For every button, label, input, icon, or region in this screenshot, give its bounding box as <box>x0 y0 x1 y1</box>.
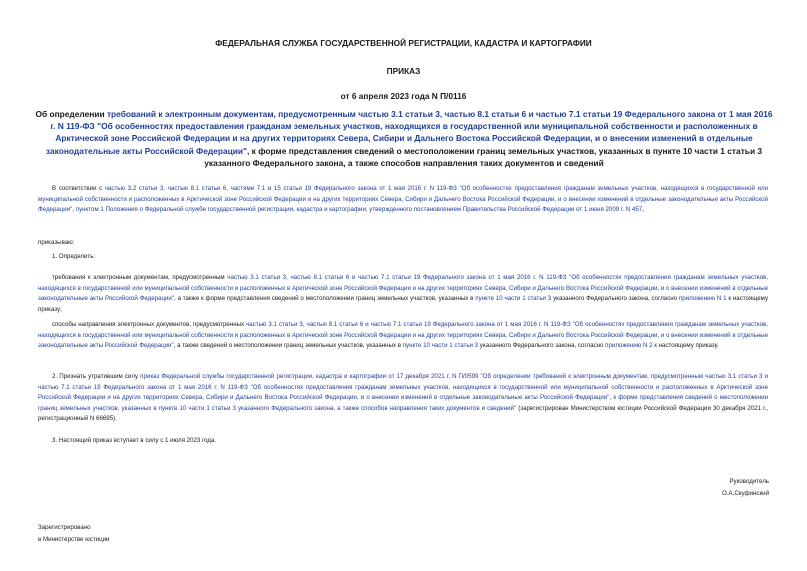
p4-point-link[interactable]: пункте 10 части 1 статьи 3 <box>475 295 552 303</box>
item-1-methods-paragraph <box>38 320 768 352</box>
p4-text-3: указанного Федерального закона, согласно <box>551 295 679 303</box>
signer-name: О.А.Скуфинский <box>722 489 769 497</box>
p6-text-2: (зарегистрирован Министерством юстиции Российской Федерации 30 декабря 2021 г., регистрационный N 66695). <box>38 404 768 423</box>
registration-line-2: в Министерстве юстиции <box>38 535 110 543</box>
preamble-text-2: , <box>72 206 76 214</box>
p6-text-1: 2. Признать утратившим силу <box>52 373 141 380</box>
signer-position: Руководитель <box>729 478 769 485</box>
repealed-order-link[interactable]: приказ Федеральной службы государственной регистрации, кадастра и картографии от 17 декабря 2021 г. N П/0599 "Об определении требований к электронным документам, предусмотренным частью 3.1 статьи 3 и частью 7.1 статьи 19 Федерального закона от 1 мая 2016 г. N 119-ФЗ "Об особенностях предоставления гражданам земельных участков, находящихся в государственной или муниципальной собственности и расположенных в Арктической зоне Российской Федерации и на других территориях Севера, Сибири и Дальнего Востока Российской Федерации, и о внесении изменений в отдельные законодательные акты Российской Федерации", к форме представления сведений о местоположении границ земельных участков, указанных в пункте 10 части 1 статьи 3 указанного Федерального закона, а также способов направления таких документов и сведений" <box>38 373 768 412</box>
agency-heading: ФЕДЕРАЛЬНАЯ СЛУЖБА ГОСУДАРСТВЕННОЙ РЕГИСТРАЦИИ, КАДАСТРА И КАРТОГРАФИИ <box>215 38 592 48</box>
appendix-2-link[interactable]: приложению N 2 <box>605 342 653 350</box>
preamble-text-1: В соответствии с <box>52 185 105 192</box>
p4-text-2: , а также к форме представления сведений о местоположении границ земельных участков, указанных в <box>174 295 476 303</box>
preamble-regulation-link[interactable]: пунктом 1 Положения о Федеральной службе государственной регистрации, кадастра и картографии, утвержденного постановлением Правительства Российской Федерации от 1 июня 2009 г. N 457 <box>75 206 643 214</box>
title-prefix: Об определении <box>35 109 107 119</box>
item-1-heading: 1. Определить: <box>52 253 96 260</box>
p4-text-4: к настоящему приказу; <box>38 295 769 313</box>
title-law-link[interactable]: требований к электронным документам, предусмотренным частью 3.1 статьи 3, частью 8.1 статьи 6 и частью 7.1 статьи 19 Федерального закона от 1 мая 2016 г. N 119-ФЗ "Об особенностях предоставления гражданам земельных участков, находящихся в государственной или муниципальной собственности и расположенных в Арктической зоне Российской Федерации и на других территориях Севера, Сибири и Дальнего Востока Российской Федерации, и о внесении изменений в отдельные законодательные акты Российской Федерации" <box>45 109 773 156</box>
preamble-text-3: , <box>642 206 644 214</box>
appendix-1-link[interactable]: приложению N 1 <box>678 295 727 303</box>
title-suffix: , к форме представления сведений о местоположении границ земельных участков, указанных в пункте 10 части 1 статьи 3 указанного Федерального закона, а также способов направления таких документов и сведений <box>204 145 763 168</box>
p5-text-1: способы направления электронных документов, предусмотренных <box>52 321 247 328</box>
p5-text-4: к настоящему приказу. <box>652 342 719 350</box>
item-2-paragraph <box>38 372 768 425</box>
preamble-paragraph <box>38 184 768 216</box>
item-3-paragraph: 3. Настоящий приказ вступает в силу с 1 июля 2023 года. <box>52 437 217 444</box>
signature-block <box>722 476 769 499</box>
p5-point-link[interactable]: пункте 10 части 1 статьи 3 <box>402 342 479 350</box>
p5-text-2: , а также сведений о местоположении границ земельных участков, указанных в <box>173 342 403 350</box>
document-date-number: от 6 апреля 2023 года N П/0116 <box>340 91 467 101</box>
p4-law-link[interactable]: частью 3.1 статьи 3, частью 8.1 статьи 6 и частью 7.1 статьи 19 Федерального закона от 1 мая 2016 г. N 119-ФЗ "Об особенностях предоставления гражданам земельных участков, находящихся в государственной или муниципальной собственности и расположенных в Арктической зоне Российской Федерации и на других территориях Севера, Сибири и Дальнего Востока Российской Федерации, и о внесении изменений в отдельные законодательные акты Российской Федерации" <box>38 274 768 303</box>
registration-note <box>38 522 109 545</box>
preamble-law-link[interactable]: частью 3.2 статьи 3, частью 8.1 статьи 6, частями 7.1 и 15 статьи 19 Федерального закона от 1 мая 2016 г. N 119-ФЗ "Об особенностях предоставления гражданам земельных участков, находящихся в государственной или муниципальной собственности и расположенных в Арктической зоне Российской Федерации и на других территориях Севера, Сибири и Дальнего Востока Российской Федерации, и о внесении изменений в отдельные законодательные акты Российской Федерации" <box>38 185 768 214</box>
p5-text-3: указанного Федерального закона, согласно <box>478 342 606 350</box>
p4-text-1: требования к электронным документам, предусмотренным <box>52 274 228 281</box>
document-type-heading: ПРИКАЗ <box>386 66 421 76</box>
p5-law-link[interactable]: частью 3.1 статьи 3, частью 8.1 статьи 6 и частью 7.1 статьи 19 Федерального закона от 1 мая 2016 г. N 119-ФЗ "Об особенностях предоставления гражданам земельных участков, находящихся в государственной или муниципальной собственности и расположенных в Арктической зоне Российской Федерации и на других территориях Севера, Сибири и Дальнего Востока Российской Федерации, и о внесении изменений в отдельные законодательные акты Российской Федерации" <box>38 321 768 350</box>
item-1-requirements-paragraph <box>38 273 768 315</box>
registration-line-1: Зарегистрировано <box>38 524 91 531</box>
document-title <box>34 108 774 169</box>
order-word: приказываю: <box>38 239 75 246</box>
